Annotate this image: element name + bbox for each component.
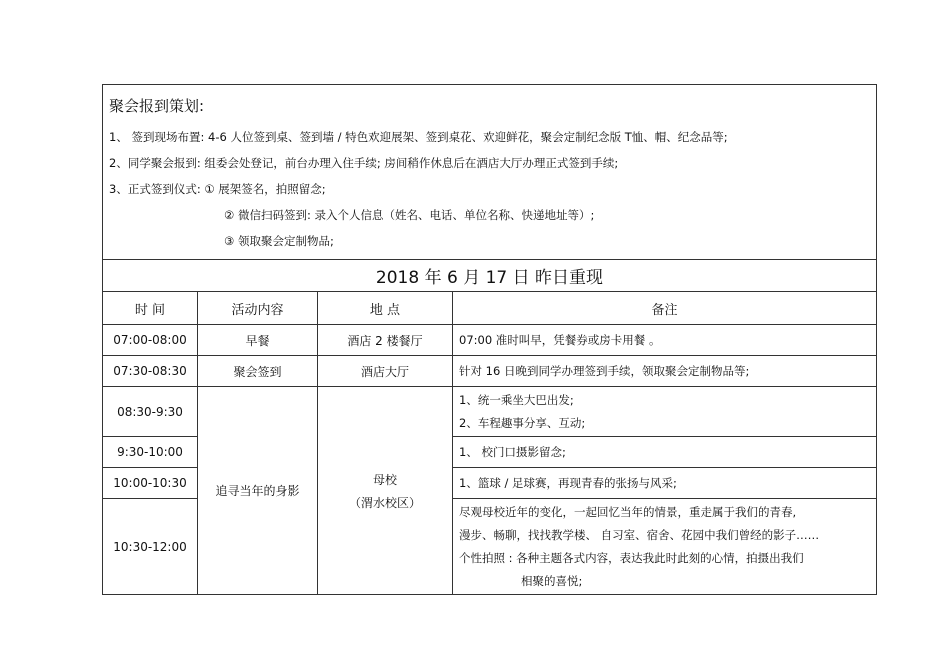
remark-line: 07:00 准时叫早，凭餐券或房卡用餐 。 [459,332,661,347]
remarks-cell [453,325,877,356]
time-cell: 10:30-12:00 [103,499,198,595]
plan-line-2: 2、同学聚会报到: 组委会处登记，前台办理入住手续; 房间稍作休息后在酒店大厅办理正式签到手续; [109,156,619,170]
remark-line: 漫步、畅聊，找找教学楼、 自习室、宿舍、花园中我们曾经的影子…… [459,527,820,542]
remark-line: 1、 校门口摄影留念; [459,444,566,459]
table-row [103,325,877,356]
remarks-cell [453,499,877,595]
plan-line-5: ③ 领取聚会定制物品; [224,234,334,248]
location-cell: 酒店 2 楼餐厅 [318,325,453,356]
time-cell: 07:30-08:30 [103,356,198,387]
column-header-location: 地 点 [318,292,453,325]
table-row [103,387,877,437]
plan-line-1: 1、 签到现场布置: 4-6 人位签到桌、签到墙 / 特色欢迎展架、签到桌花、欢迎鲜花，聚会定制纪念版 T恤、帽、纪念品等; [109,130,728,144]
activity-cell: 早餐 [198,325,318,356]
location-cell-merged [318,387,453,595]
activity-cell: 聚会签到 [198,356,318,387]
schedule-document [102,84,876,588]
column-header-time: 时 间 [103,292,198,325]
remark-line: 1、统一乘坐大巴出发; [459,392,574,407]
plan-line-3: 3、正式签到仪式: ① 展架签名，拍照留念; [109,182,326,196]
remark-line: 相聚的喜悦; [521,573,583,588]
column-header-activity: 活动内容 [198,292,318,325]
column-header-remarks: 备注 [453,292,877,325]
activity-cell-merged: 追寻当年的身影 [198,387,318,595]
plan-line-4: ② 微信扫码签到: 录入个人信息（姓名、电话、单位名称、快递地址等）; [224,208,595,222]
table-row [103,356,877,387]
time-cell: 10:00-10:30 [103,468,198,499]
remarks-cell [453,356,877,387]
remarks-cell [453,468,877,499]
check-in-plan-section [103,85,877,260]
day-header: 2018 年 6 月 17 日 昨日重现 [103,260,877,292]
column-header-row [103,292,877,325]
remark-line: 尽观母校近年的变化，一起回忆当年的情景，重走属于我们的青春, [459,504,797,519]
remark-line: 个性拍照 : 各种主题各式内容，表达我此时此刻的心情，拍摄出我们 [459,550,804,565]
remark-line: 1、篮球 / 足球赛，再现青春的张扬与风采; [459,475,677,490]
location-name: 母校 [372,472,397,487]
time-cell: 08:30-9:30 [103,387,198,437]
remarks-cell [453,387,877,437]
location-campus: （渭水校区） [348,495,421,510]
remark-line: 2、车程趣事分享、互动; [459,415,586,430]
location-cell: 酒店大厅 [318,356,453,387]
remarks-cell [453,437,877,468]
remark-line: 针对 16 日晚到同学办理签到手续，领取聚会定制物品等; [459,363,750,378]
time-cell: 9:30-10:00 [103,437,198,468]
time-cell: 07:00-08:00 [103,325,198,356]
plan-title: 聚会报到策划: [109,97,205,115]
schedule-table [102,84,877,595]
